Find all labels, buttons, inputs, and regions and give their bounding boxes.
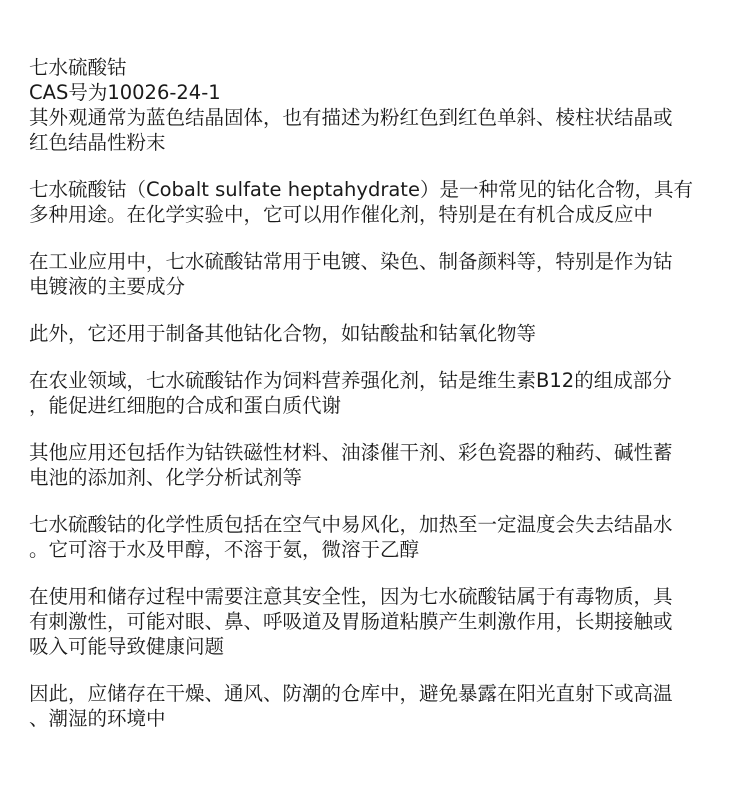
paragraph-gap: [29, 562, 729, 584]
paragraph-line: 在使用和储存过程中需要注意其安全性，因为七水硫酸钴属于有毒物质，具: [29, 585, 673, 608]
paragraph-line: 七水硫酸钴（Cobalt sulfate heptahydrate）是一种常见的钴化合物，具有: [29, 178, 693, 201]
paragraph-line: ，能促进红细胞的合成和蛋白质代谢: [29, 394, 342, 417]
paragraph-line: 多种用途。在化学实验中，它可以用作催化剂，特别是在有机合成反应中: [29, 203, 654, 226]
paragraph-line: 在工业应用中，七水硫酸钴常用于电镀、染色、制备颜料等，特别是作为钴: [29, 250, 673, 273]
paragraph-gap: [29, 155, 729, 177]
paragraph-agriculture: [29, 368, 729, 418]
paragraph-line: 因此，应储存在干燥、通风、防潮的仓库中，避免暴露在阳光直射下或高温: [29, 682, 673, 705]
paragraph-line: 、潮湿的环境中: [29, 707, 166, 730]
doc-title: 七水硫酸钴: [29, 56, 127, 79]
paragraph-safety: [29, 584, 729, 659]
paragraph-gap: [29, 490, 729, 512]
paragraph-line: 有刺激性，可能对眼、鼻、呼吸道及胃肠道粘膜产生刺激作用，长期接触或: [29, 610, 673, 633]
paragraph-line: 此外，它还用于制备其他钴化合物，如钴酸盐和钴氧化物等: [29, 322, 537, 345]
paragraph-gap: [29, 299, 729, 321]
paragraph-line: 七水硫酸钴的化学性质包括在空气中易风化，加热至一定温度会失去结晶水: [29, 513, 673, 536]
paragraph-line: 其他应用还包括作为钴铁磁性材料、油漆催干剂、彩色瓷器的釉药、碱性蓄: [29, 441, 673, 464]
cas-number: CAS号为10026-24-1: [29, 81, 221, 104]
paragraph-line: 吸入可能导致健康问题: [29, 635, 225, 658]
paragraph-storage: [29, 681, 729, 731]
paragraph-gap: [29, 227, 729, 249]
paragraph-other-compounds: [29, 321, 729, 346]
paragraph-line: 电池的添加剂、化学分析试剂等: [29, 466, 303, 489]
appearance-line: 红色结晶性粉末: [29, 131, 166, 154]
paragraph-gap: [29, 418, 729, 440]
paragraph-chemical-properties: [29, 512, 729, 562]
paragraph-other-applications: [29, 440, 729, 490]
paragraph-gap: [29, 346, 729, 368]
appearance-line: 其外观通常为蓝色结晶固体，也有描述为粉红色到红色单斜、棱柱状结晶或: [29, 106, 673, 129]
paragraph-line: 电镀液的主要成分: [29, 275, 186, 298]
paragraph-line: 。它可溶于水及甲醇，不溶于氨，微溶于乙醇: [29, 538, 420, 561]
paragraph-industry: [29, 249, 729, 299]
paragraph-uses: [29, 177, 729, 227]
header-block: [29, 55, 729, 155]
paragraph-gap: [29, 659, 729, 681]
document-body: [29, 55, 729, 731]
paragraph-line: 在农业领域，七水硫酸钴作为饲料营养强化剂，钴是维生素B12的组成部分: [29, 369, 672, 392]
